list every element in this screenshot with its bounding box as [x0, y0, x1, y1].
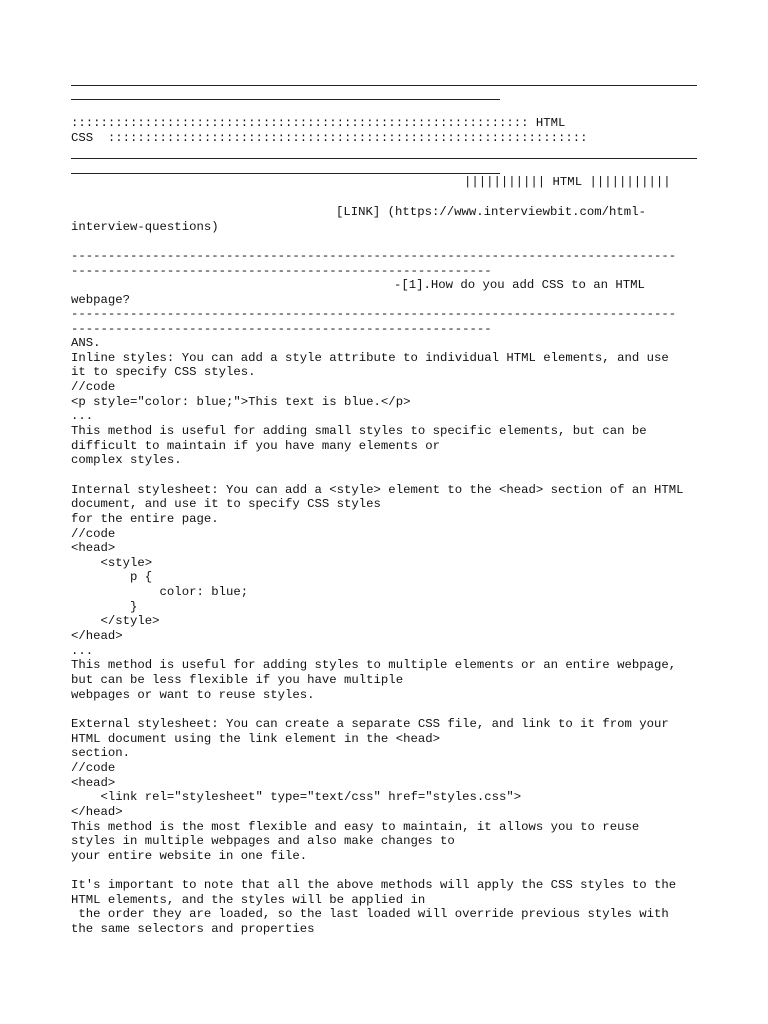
- link-url[interactable]: (https://www.interviewbit.com/html-: [387, 205, 646, 219]
- answer-line: for the entire page.: [71, 511, 219, 526]
- answer-line: the same selectors and properties: [71, 922, 315, 936]
- answer-line: <head>: [71, 541, 116, 556]
- horizontal-rule: [71, 85, 697, 86]
- answer-line: <style>: [71, 555, 153, 570]
- answer-line: your entire website in one file.: [71, 848, 308, 863]
- dash-separator: ---------------------------------------------------------: [71, 322, 492, 336]
- code-comment: //code: [71, 379, 116, 394]
- answer-line: External stylesheet: You can create a separate CSS file, and link to it from your: [71, 716, 669, 731]
- answer-line: <head>: [71, 775, 116, 790]
- answer-line: ...: [71, 409, 94, 424]
- answer-line: Inline styles: You can add a style attribute to individual HTML elements, and use: [71, 350, 669, 365]
- answer-line: styles in multiple webpages and also make changes to: [71, 834, 455, 849]
- code-comment: //code: [71, 526, 116, 541]
- answer-line: ANS.: [71, 336, 101, 350]
- horizontal-rule: [71, 173, 500, 174]
- answer-line: </head>: [71, 804, 123, 819]
- answer-line: This method is useful for adding styles to multiple elements or an entire webpage,: [71, 658, 677, 673]
- reference-link[interactable]: [336, 205, 646, 219]
- link-url-continued[interactable]: interview-questions): [71, 220, 219, 234]
- answer-line: }: [71, 599, 138, 614]
- answer-line: This method is useful for adding small styles to specific elements, but can be: [71, 423, 647, 438]
- question-title: -[1].How do you add CSS to an HTML: [394, 278, 645, 292]
- answer-line: document, and use it to specify CSS styles: [71, 497, 381, 512]
- answer-line: <p style="color: blue;">This text is blue.</p>: [71, 394, 411, 409]
- horizontal-rule: [71, 99, 500, 100]
- horizontal-rule: [71, 158, 697, 159]
- answer-line: It's important to note that all the above methods will apply the CSS styles to the: [71, 878, 677, 893]
- answer-line: but can be less flexible if you have multiple: [71, 673, 404, 687]
- answer-line: complex styles.: [71, 453, 182, 468]
- banner-line: CSS :::::::::::::::::::::::::::::::::::::::::::::::::::::::::::::::::: [71, 131, 588, 145]
- answer-line: ...: [71, 643, 94, 658]
- link-label[interactable]: [LINK]: [336, 205, 381, 219]
- answer-line: color: blue;: [71, 585, 249, 599]
- question-title-continued: webpage?: [71, 293, 131, 307]
- section-title: ||||||||||| HTML |||||||||||: [464, 175, 671, 189]
- answer-line: <link rel="stylesheet" type="text/css" href="styles.css">: [71, 790, 522, 805]
- answer-line: it to specify CSS styles.: [71, 365, 256, 380]
- answer-line: HTML elements, and the styles will be applied in: [71, 892, 426, 907]
- dash-separator: ---------------------------------------------------------: [71, 264, 492, 278]
- banner-line: :::::::::::::::::::::::::::::::::::::::::::::::::::::::::::::: HTML: [71, 116, 566, 130]
- answer-line: This method is the most flexible and easy to maintain, it allows you to reuse: [71, 819, 640, 834]
- dash-separator: ----------------------------------------------------------------------------------: [71, 307, 677, 321]
- answer-line: </style>: [71, 614, 160, 629]
- answer-line: webpages or want to reuse styles.: [71, 687, 315, 702]
- dash-separator: ----------------------------------------------------------------------------------: [71, 249, 677, 263]
- answer-line: the order they are loaded, so the last loaded will override previous styles with: [71, 907, 669, 922]
- answer-line: HTML document using the link element in the <head>: [71, 731, 440, 746]
- answer-line: </head>: [71, 629, 123, 643]
- code-comment: //code: [71, 760, 116, 775]
- answer-line: p {: [71, 570, 153, 585]
- answer-line: section.: [71, 746, 131, 761]
- answer-line: difficult to maintain if you have many elements or: [71, 438, 440, 453]
- answer-line: Internal stylesheet: You can add a <style> element to the <head> section of an HTML: [71, 482, 684, 497]
